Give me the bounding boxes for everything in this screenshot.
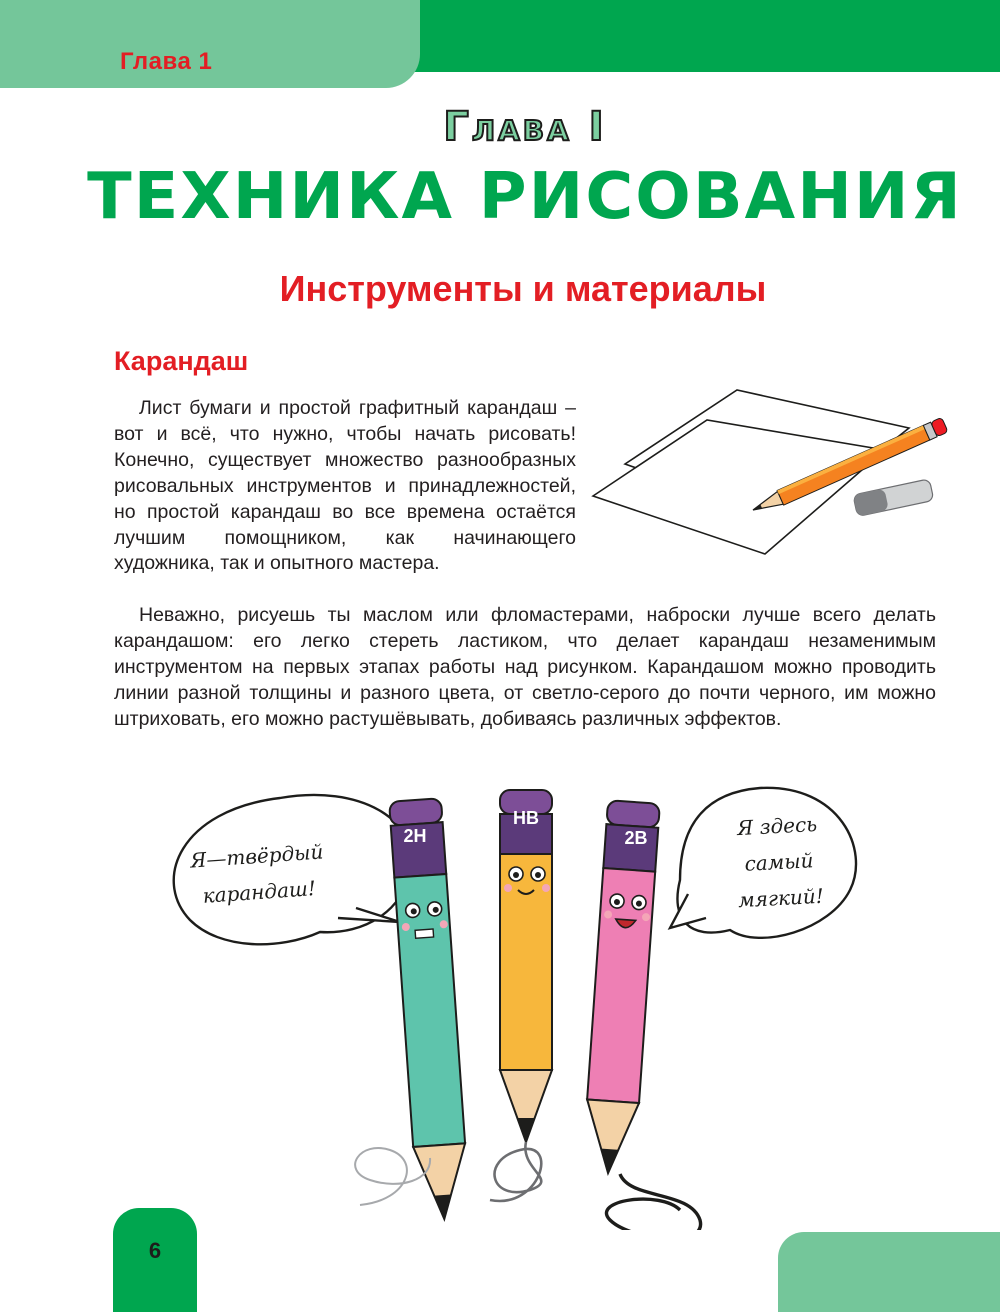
- bubble-right-line-1: Я здесь: [736, 811, 818, 841]
- pencil-2b: [582, 800, 660, 1175]
- eraser-drawing: [853, 479, 934, 517]
- paper-pencil-illustration: [585, 380, 955, 560]
- page-number: 6: [148, 1238, 162, 1263]
- scribble-dark: [606, 1174, 700, 1230]
- footer-corner-band: [778, 1232, 1000, 1312]
- header-band-dark: [395, 0, 1000, 72]
- bubble-left-line-2: карандаш!: [201, 876, 317, 908]
- bubble-right-line-2: самый: [743, 848, 815, 876]
- bubble-left-line-1: Я—твёрдый: [189, 839, 325, 873]
- paper-sheets: [593, 390, 909, 554]
- pencil-label-2b: 2B: [624, 828, 648, 848]
- pencil-label-hb: HB: [513, 808, 539, 828]
- subsection-title: Карандаш: [114, 346, 249, 376]
- section-title: Инструменты и материалы: [279, 268, 767, 309]
- pencil-hb: [500, 790, 552, 1142]
- paragraph-pencil-intro: Лист бумаги и простой графитный карандаш – вот и всё, что нужно, чтобы начать рисовать! Конечно, существует множество разнообразных рисовальных инструментов и принадлежностей, но простой карандаш во все времена остаётся лучшим помощником, как начинающего художника, так и опытного мастера.: [114, 397, 576, 575]
- speech-bubble-left-text: [166, 832, 351, 916]
- pencil-label-2h: 2H: [403, 826, 427, 846]
- scribble-medium: [490, 1142, 541, 1201]
- bubble-right-line-3: мягкий!: [737, 883, 825, 913]
- chapter-title: ТЕХНИКА РИСОВАНИЯ: [87, 160, 963, 234]
- chapter-running-label: Глава 1: [120, 48, 213, 75]
- paragraph-pencil-usage: Неважно, рисуешь ты маслом или фломастерами, наброски лучше всего делать карандашом: его легко стереть ластиком, что делает карандаш незаменимым инструментом на первых этапах работы над рисунком. Карандашом можно проводить линии разной толщины и разного цвета, от светло-серого до почти черного, им можно штриховать, его можно растушёвывать, добиваясь различных эффектов.: [114, 604, 936, 730]
- speech-bubble-right-text: [691, 804, 866, 921]
- chapter-number: Глава I: [443, 104, 607, 150]
